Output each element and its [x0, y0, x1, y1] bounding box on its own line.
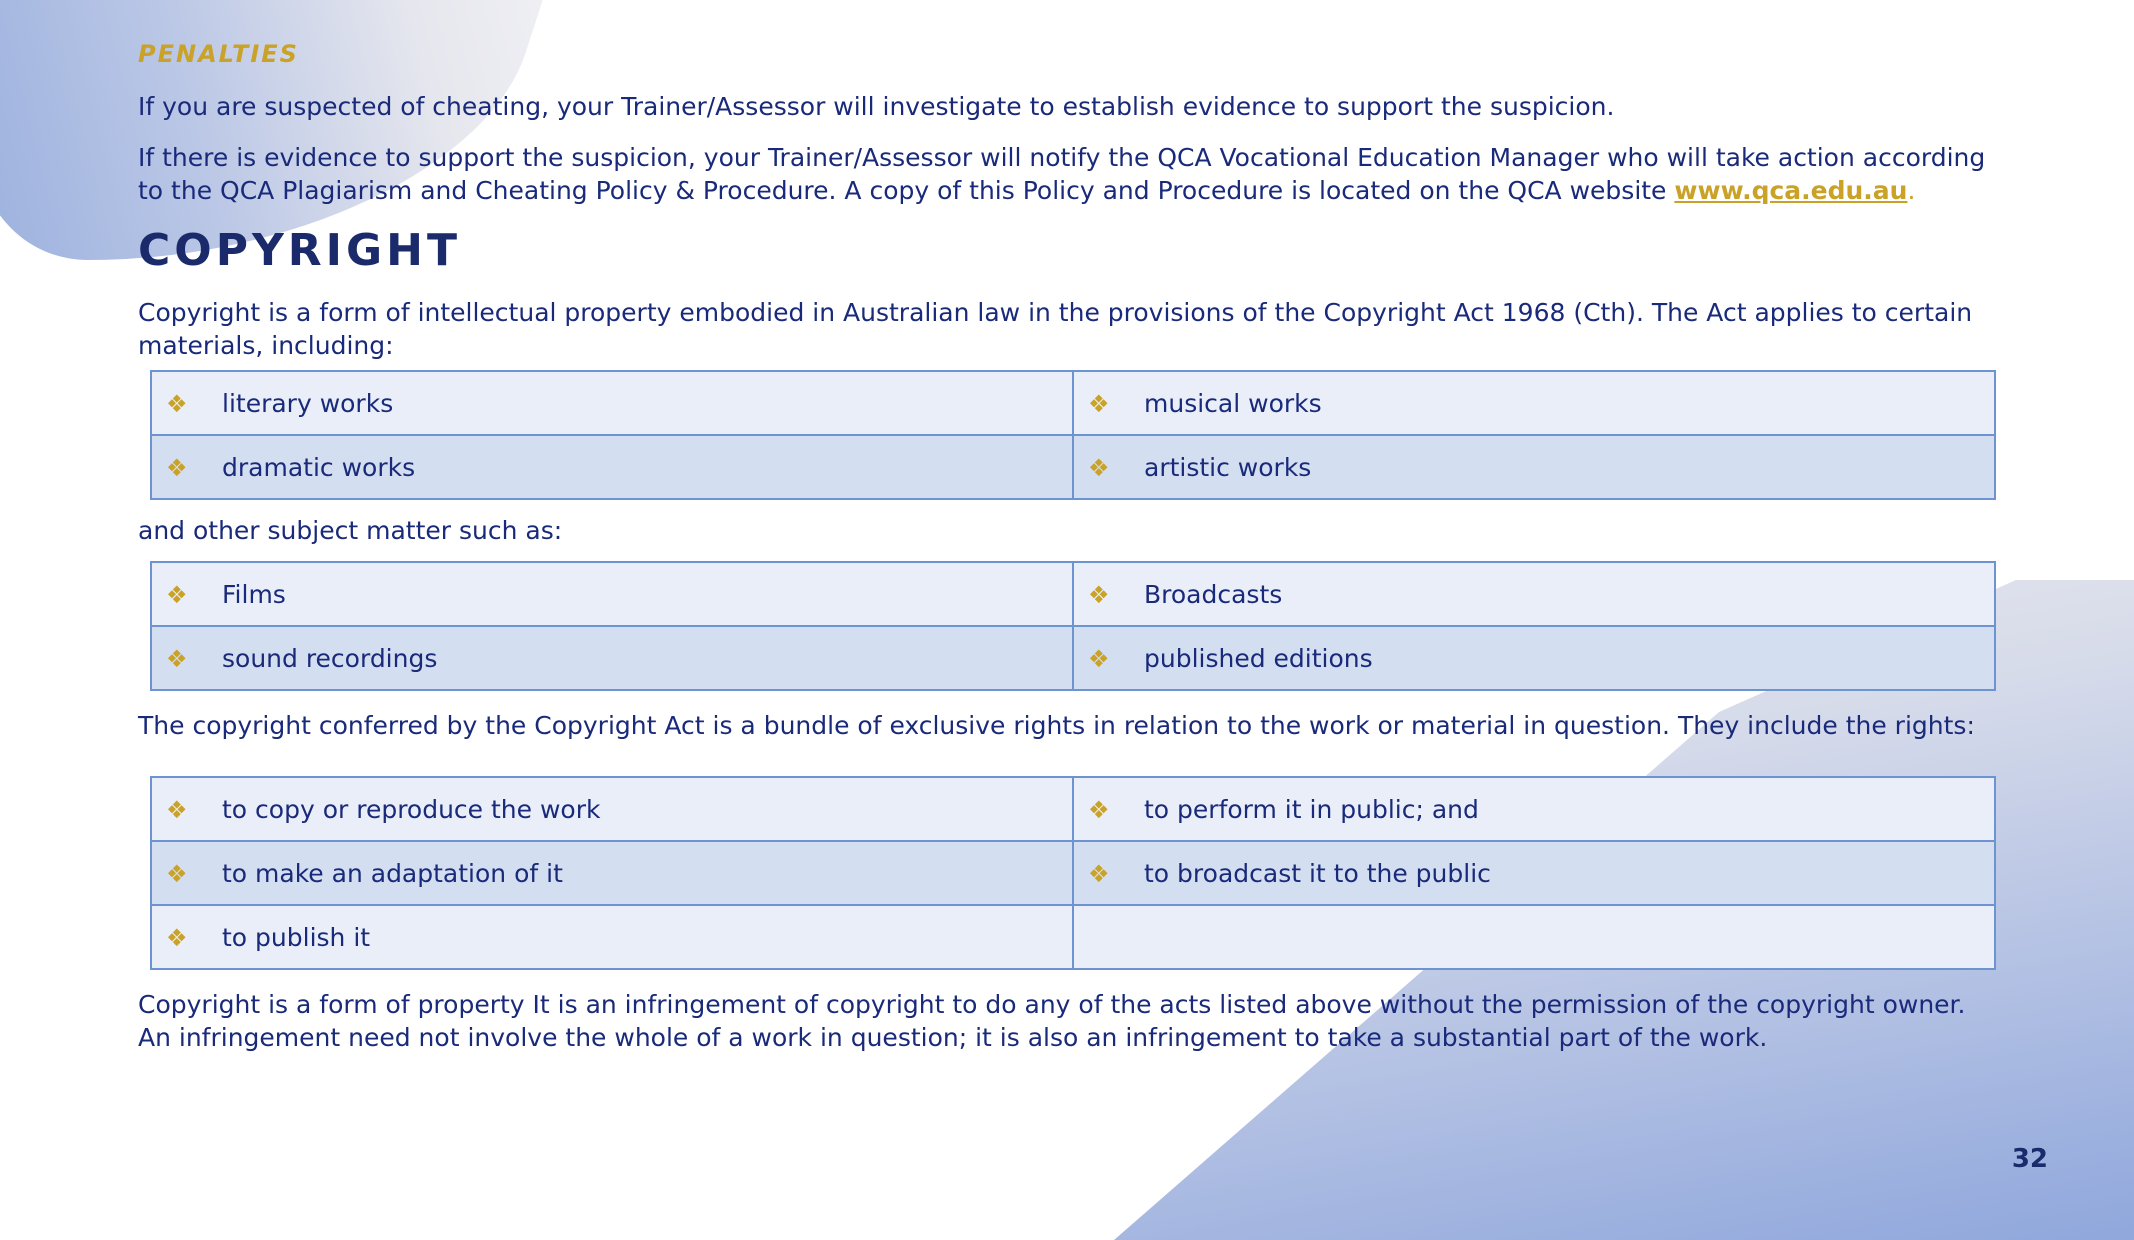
cell-text: to perform it in public; and — [1144, 794, 1479, 824]
cell-text: musical works — [1144, 388, 1322, 418]
table-cell — [151, 777, 1073, 841]
table-row — [151, 371, 1995, 435]
diamond-bullet-icon: ❖ — [1088, 795, 1110, 824]
table-row — [151, 777, 1995, 841]
cell-text: to copy or reproduce the work — [222, 794, 601, 824]
penalties-paragraph-2 — [138, 141, 2000, 207]
subject-matter-table — [150, 561, 1996, 691]
table-cell-empty — [1073, 905, 1995, 969]
other-subject-matter-intro: and other subject matter such as: — [138, 516, 563, 545]
cell-text: Films — [222, 579, 286, 609]
table-cell — [151, 626, 1073, 690]
table-cell — [1073, 435, 1995, 499]
table-cell — [151, 435, 1073, 499]
cell-text: to make an adaptation of it — [222, 858, 563, 888]
diamond-bullet-icon: ❖ — [166, 453, 188, 482]
table-cell — [151, 841, 1073, 905]
diamond-bullet-icon: ❖ — [1088, 859, 1110, 888]
section-label-penalties: PENALTIES — [138, 40, 299, 68]
qca-website-link[interactable]: www.qca.edu.au — [1674, 176, 1908, 205]
table-cell — [1073, 841, 1995, 905]
cell-text: to publish it — [222, 922, 371, 952]
table-cell — [1073, 371, 1995, 435]
cell-text: to broadcast it to the public — [1144, 858, 1491, 888]
diamond-bullet-icon: ❖ — [1088, 389, 1110, 418]
penalties-paragraph-2-text: If there is evidence to support the suspicion, your Trainer/Assessor will notify the QCA Vocational Education Manager who will take action according to the QCA Plagiarism and Cheating Policy & Procedure. A copy of this Policy and Procedure is located on the QCA website — [138, 143, 1986, 205]
diamond-bullet-icon: ❖ — [166, 580, 188, 609]
cell-text: Broadcasts — [1144, 579, 1283, 609]
diamond-bullet-icon: ❖ — [1088, 453, 1110, 482]
cell-text: artistic works — [1144, 452, 1312, 482]
page-number: 32 — [2011, 1144, 2048, 1174]
rights-table — [150, 776, 1996, 970]
table-cell — [1073, 626, 1995, 690]
diamond-bullet-icon: ❖ — [1088, 580, 1110, 609]
table-cell — [151, 562, 1073, 626]
table-row — [151, 626, 1995, 690]
materials-table — [150, 370, 1996, 500]
copyright-intro: Copyright is a form of intellectual property embodied in Australian law in the provisions of the Copyright Act 1968 (Cth). The Act applies to certain materials, including: — [138, 298, 1973, 360]
cell-text: published editions — [1144, 643, 1373, 673]
cell-text: sound recordings — [222, 643, 438, 673]
diamond-bullet-icon: ❖ — [166, 795, 188, 824]
table-cell — [1073, 777, 1995, 841]
table-cell — [151, 371, 1073, 435]
cell-text: literary works — [222, 388, 394, 418]
diamond-bullet-icon: ❖ — [166, 644, 188, 673]
diamond-bullet-icon: ❖ — [1088, 644, 1110, 673]
diamond-bullet-icon: ❖ — [166, 923, 188, 952]
table-cell — [1073, 562, 1995, 626]
cell-text: dramatic works — [222, 452, 416, 482]
diamond-bullet-icon: ❖ — [166, 859, 188, 888]
table-row — [151, 905, 1995, 969]
table-row — [151, 435, 1995, 499]
copyright-closing: Copyright is a form of property It is an infringement of copyright to do any of the acts listed above without the permission of the copyright owner. An infringement need not involve the whole of a work in question; it is also an infringement to take a substantial part of the work. — [138, 990, 1966, 1052]
page-content — [138, 40, 2000, 1072]
table-row — [151, 562, 1995, 626]
diamond-bullet-icon: ❖ — [166, 389, 188, 418]
copyright-heading: COPYRIGHT — [138, 225, 462, 276]
table-row — [151, 841, 1995, 905]
penalties-paragraph-2-end: . — [1907, 176, 1916, 205]
penalties-paragraph-1: If you are suspected of cheating, your Trainer/Assessor will investigate to establish evidence to support the suspicion. — [138, 92, 1615, 121]
rights-intro: The copyright conferred by the Copyright Act is a bundle of exclusive rights in relation to the work or material in question. They include the rights: — [138, 711, 1975, 740]
table-cell — [151, 905, 1073, 969]
